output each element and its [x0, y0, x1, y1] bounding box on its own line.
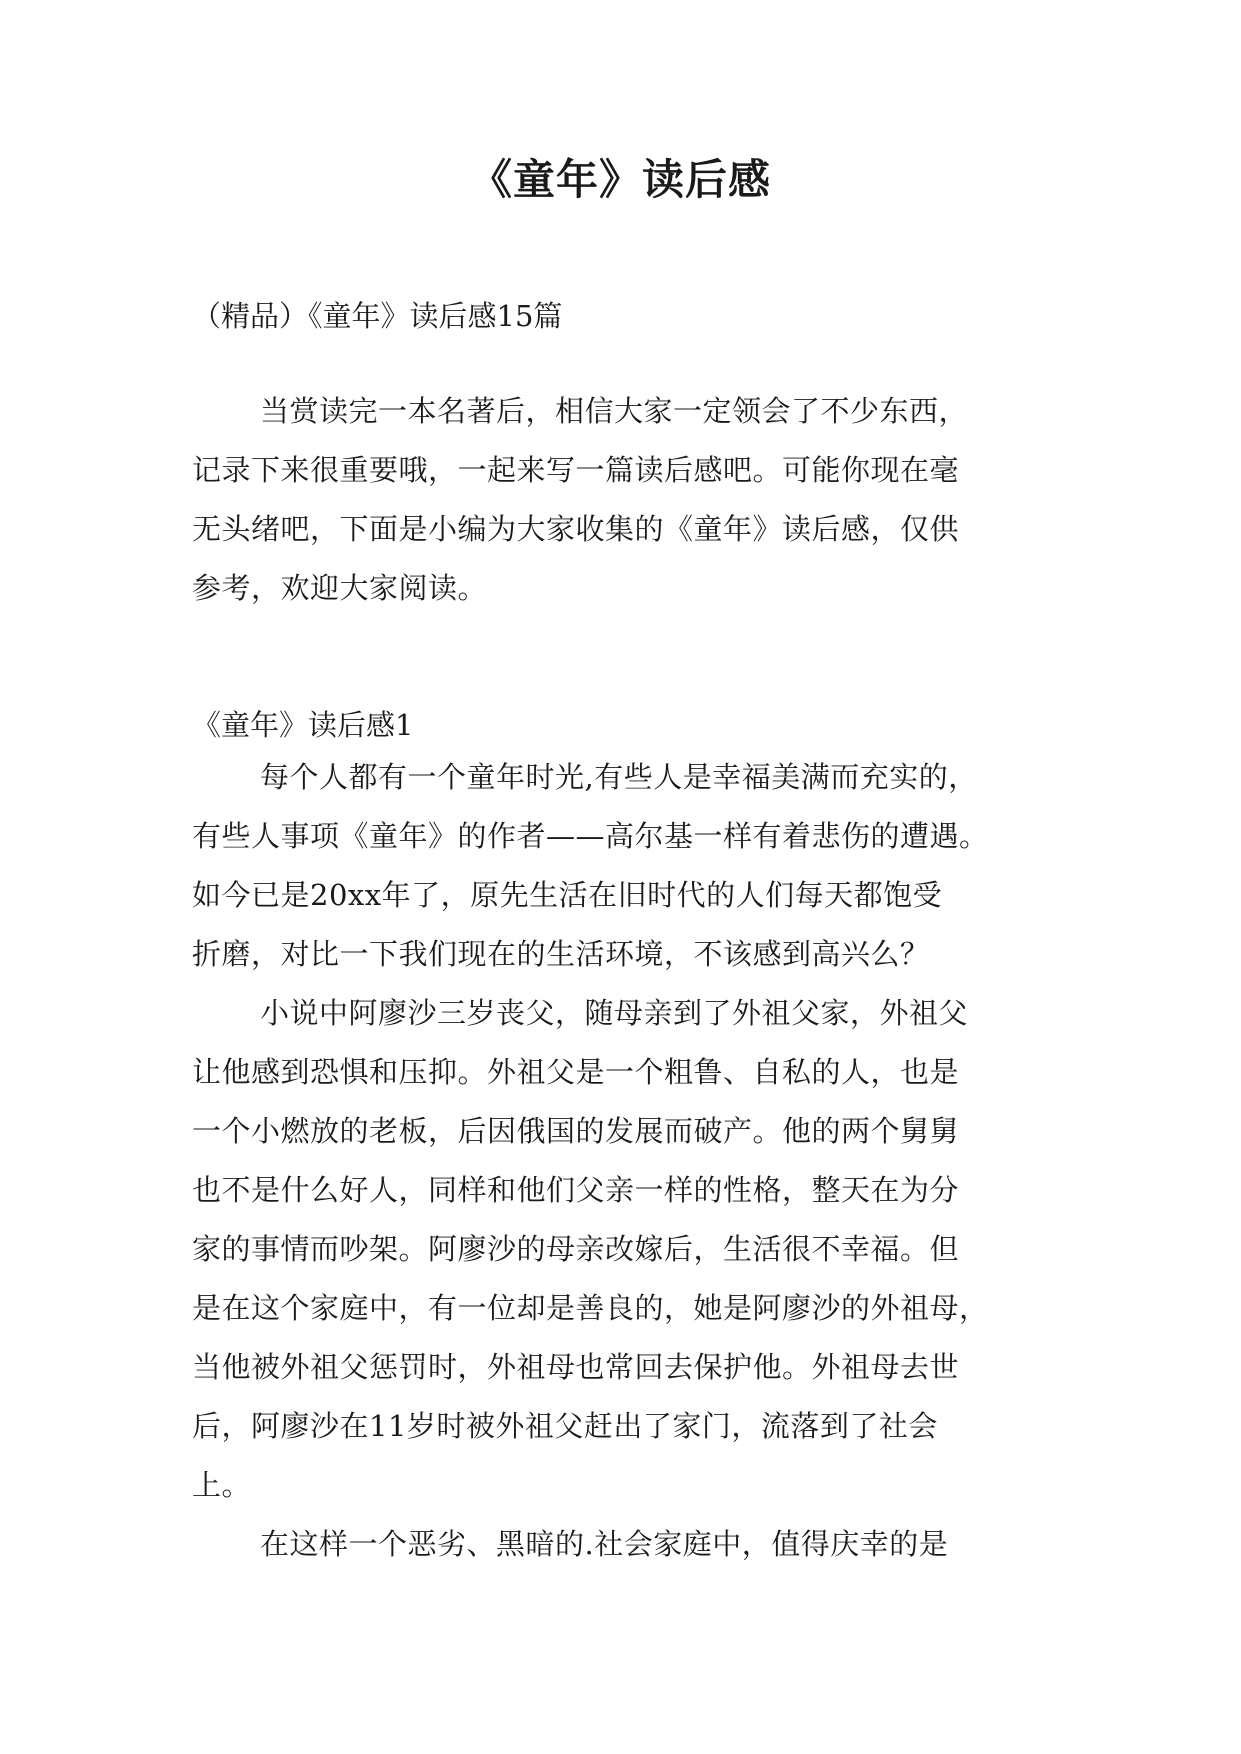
paragraph-line: 记录下来很重要哦，一起来写一篇读后感吧。可能你现在毫 [192, 453, 960, 487]
paragraph-line: 后，阿廖沙在11岁时被外祖父赶出了家门，流落到了社会 [192, 1409, 938, 1443]
paragraph-line: 当赏读完一本名著后，相信大家一定领会了不少东西， [260, 394, 969, 428]
paragraph-line: 也不是什么好人，同样和他们父亲一样的性格，整天在为分 [192, 1173, 960, 1207]
paragraph-line: 有些人事项《童年》的作者——高尔基一样有着悲伤的遭遇。 [192, 819, 989, 853]
document-subtitle: （精品）《童年》读后感15篇 [192, 299, 563, 333]
paragraph-line: 在这样一个恶劣、黑暗的.社会家庭中，值得庆幸的是 [260, 1527, 949, 1561]
intro-paragraph [192, 382, 1052, 618]
paragraph-line: 小说中阿廖沙三岁丧父，随母亲到了外祖父家，外祖父 [260, 996, 969, 1030]
paragraph-line: 参考，欢迎大家阅读。 [192, 571, 488, 605]
paragraph-line: 折磨，对比一下我们现在的生活环境，不该感到高兴么？ [192, 937, 930, 971]
document-title: 《童年》读后感 [469, 155, 771, 204]
paragraph-line: 如今已是20xx年了，原先生活在旧时代的人们每天都饱受 [192, 878, 943, 912]
paragraph-line: 每个人都有一个童年时光,有些人是幸福美满而充实的， [260, 760, 978, 794]
section-heading: 《童年》读后感1 [192, 708, 414, 742]
essay-body [192, 748, 1052, 1574]
paragraph-line: 让他感到恐惧和压抑。外祖父是一个粗鲁、自私的人，也是 [192, 1055, 960, 1089]
paragraph-line: 当他被外祖父惩罚时，外祖母也常回去保护他。外祖母去世 [192, 1350, 960, 1384]
paragraph-line: 一个小燃放的老板，后因俄国的发展而破产。他的两个舅舅 [192, 1114, 960, 1148]
paragraph-line: 无头绪吧，下面是小编为大家收集的《童年》读后感，仅供 [192, 512, 960, 546]
paragraph-line: 上。 [192, 1468, 252, 1502]
paragraph-line: 是在这个家庭中，有一位却是善良的，她是阿廖沙的外祖母， [192, 1291, 989, 1325]
paragraph-line: 家的事情而吵架。阿廖沙的母亲改嫁后，生活很不幸福。但 [192, 1232, 960, 1266]
